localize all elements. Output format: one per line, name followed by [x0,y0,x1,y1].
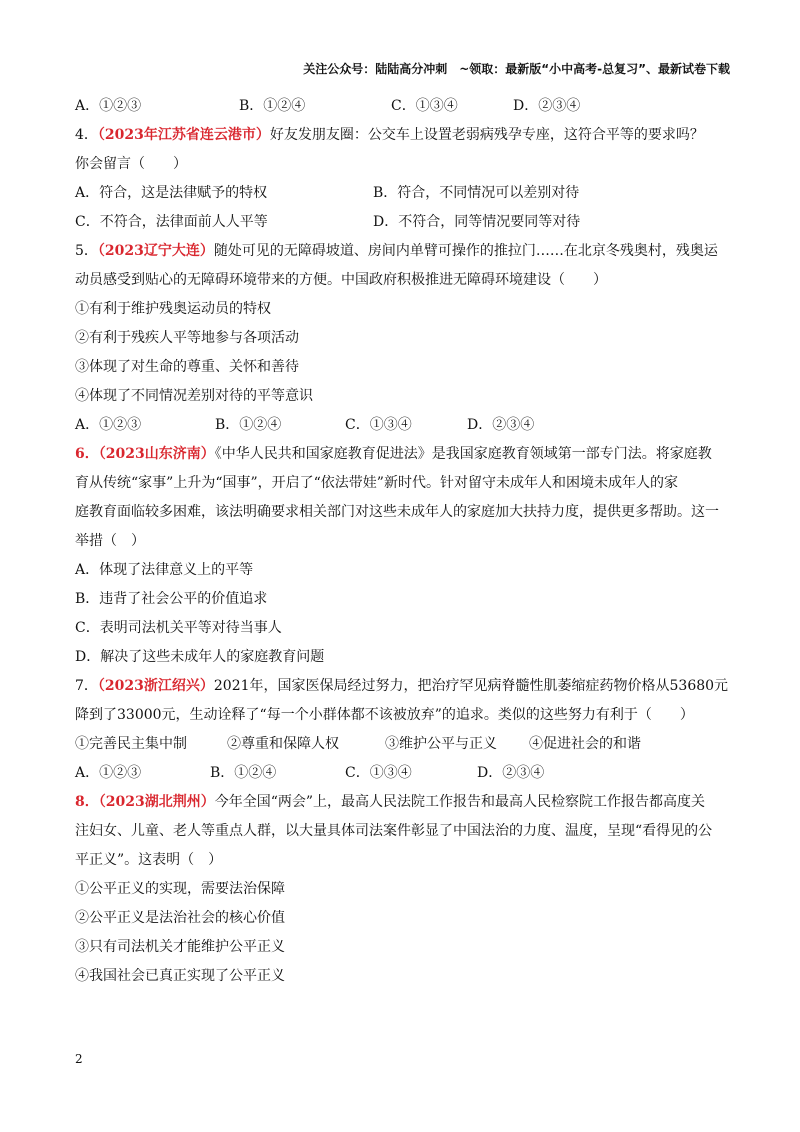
q4-stem-line-1 [75,125,735,154]
q5-stem-2: 动员感受到贴心的无障碍环境带来的方便。中国政府积极推进无障碍环境建设（ ） [75,272,607,288]
q6-stem-line-1 [75,444,735,473]
q8-item-2: ②公平正义是法治社会的核心价值 [75,910,285,926]
q8-number: 8． [75,794,99,810]
q8-item-4: ④我国社会已真正实现了公平正义 [75,968,285,984]
q8-source: （2023湖北荆州） [98,794,215,810]
page-number: 2 [75,1052,83,1066]
q7-option-d: D．②③④ [477,765,545,781]
q7-items [75,734,735,763]
q4-options-row-1 [75,183,735,212]
q7-stem-2: 降到了33000元，生动诠释了“每一个小群体都不该被放弃”的追求。类似的这些努力有利于（ ） [75,707,694,723]
q8-stem-2: 注妇女、儿童、老人等重点人群，以大量具体司法案件彰显了中国法治的力度、温度，呈现“看得见的公 [75,823,713,839]
q5-option-b: B．①②④ [215,417,282,433]
q7-number: 7． [75,678,98,694]
q7-option-c: C．①③④ [345,765,412,781]
q7-stem-1: 2021年，国家医保局经过努力，把治疗罕见病脊髓性肌萎缩症药物价格从53680元 [213,678,729,694]
q8-item-3: ③只有司法机关才能维护公平正义 [75,939,285,955]
q3-option-c: C．①③④ [391,98,458,114]
q7-option-a: A．①②③ [75,765,142,781]
q6-stem-4: 举措（ ） [75,533,145,549]
q6-stem-3: 庭教育面临较多困难，该法明确要求相关部门对这些未成年人的家庭加大扶持力度，提供更多帮助。这一 [75,504,719,520]
q6-option-a: A．体现了法律意义上的平等 [75,562,254,578]
q4-option-c: C．不符合，法律面前人人平等 [75,214,268,230]
q3-option-a: A．①②③ [75,98,142,114]
q5-option-c: C．①③④ [345,417,412,433]
q6-option-d: D．解决了这些未成年人的家庭教育问题 [75,649,325,665]
q8-stem-1: 今年全国“两会”上，最高人民法院工作报告和最高人民检察院工作报告都高度关 [214,794,706,810]
q8-stem-3: 平正义”。这表明（ ） [75,852,223,868]
q4-option-d: D．不符合，同等情况要同等对待 [373,214,581,230]
q7-item-3: ③维护公平与正义 [385,736,497,752]
q4-stem-1: 好友发朋友圈：公交车上设置老弱病残孕专座，这符合平等的要求吗？ [269,127,704,143]
q4-number: 4． [75,127,98,143]
q6-stem-2: 育从传统“家事”上升为“国事”，开启了“依法带娃”新时代。针对留守未成年人和困境未成年人的家 [75,475,678,491]
q6-option-c: C．表明司法机关平等对待当事人 [75,620,282,636]
q3-option-d: D．②③④ [513,98,581,114]
q5-stem-line-1 [75,241,735,270]
q6-option-b: B．违背了社会公平的价值追求 [75,591,268,607]
q7-item-4: ④促进社会的和谐 [529,736,641,752]
q5-options [75,415,735,444]
q7-options [75,763,735,792]
q5-option-a: A．①②③ [75,417,142,433]
q7-source: （2023浙江绍兴） [97,678,214,694]
q6-source: （2023山东济南） [98,446,215,462]
q5-number: 5． [75,243,98,259]
q7-item-2: ②尊重和保障人权 [227,736,339,752]
q7-option-b: B．①②④ [210,765,277,781]
q6-stem-1: 《中华人民共和国家庭教育促进法》是我国家庭教育领域第一部专门法。将家庭教 [214,446,712,462]
page-header: 关注公众号：陆陆高分冲刺 ~领取：最新版“小中高考-总复习”、最新试卷下载 [303,62,730,76]
q4-source: （2023年江苏省连云港市） [97,127,270,143]
q8-item-1: ①公平正义的实现，需要法治保障 [75,881,285,897]
q6-number: 6． [75,446,99,462]
q7-item-1: ①完善民主集中制 [75,736,187,752]
q5-item-2: ②有利于残疾人平等地参与各项活动 [75,330,299,346]
q5-source: （2023辽宁大连） [97,243,214,259]
q4-stem-2: 你会留言（ ） [75,156,187,172]
q5-item-4: ④体现了不同情况差别对待的平等意识 [75,388,313,404]
q3-option-b: B．①②④ [239,98,306,114]
q3-options [75,96,735,125]
q5-item-1: ①有利于维护残奥运动员的特权 [75,301,271,317]
q5-stem-1: 随处可见的无障碍坡道、房间内单臂可操作的推拉门……在北京冬残奥村，残奥运 [213,243,718,259]
q4-option-b: B．符合，不同情况可以差别对待 [373,185,580,201]
q8-stem-line-1 [75,792,735,821]
question-content [75,96,735,995]
q4-option-a: A．符合，这是法律赋予的特权 [75,185,268,201]
q4-options-row-2 [75,212,735,241]
q7-stem-line-1 [75,676,735,705]
q5-item-3: ③体现了对生命的尊重、关怀和善待 [75,359,299,375]
q5-option-d: D．②③④ [467,417,535,433]
